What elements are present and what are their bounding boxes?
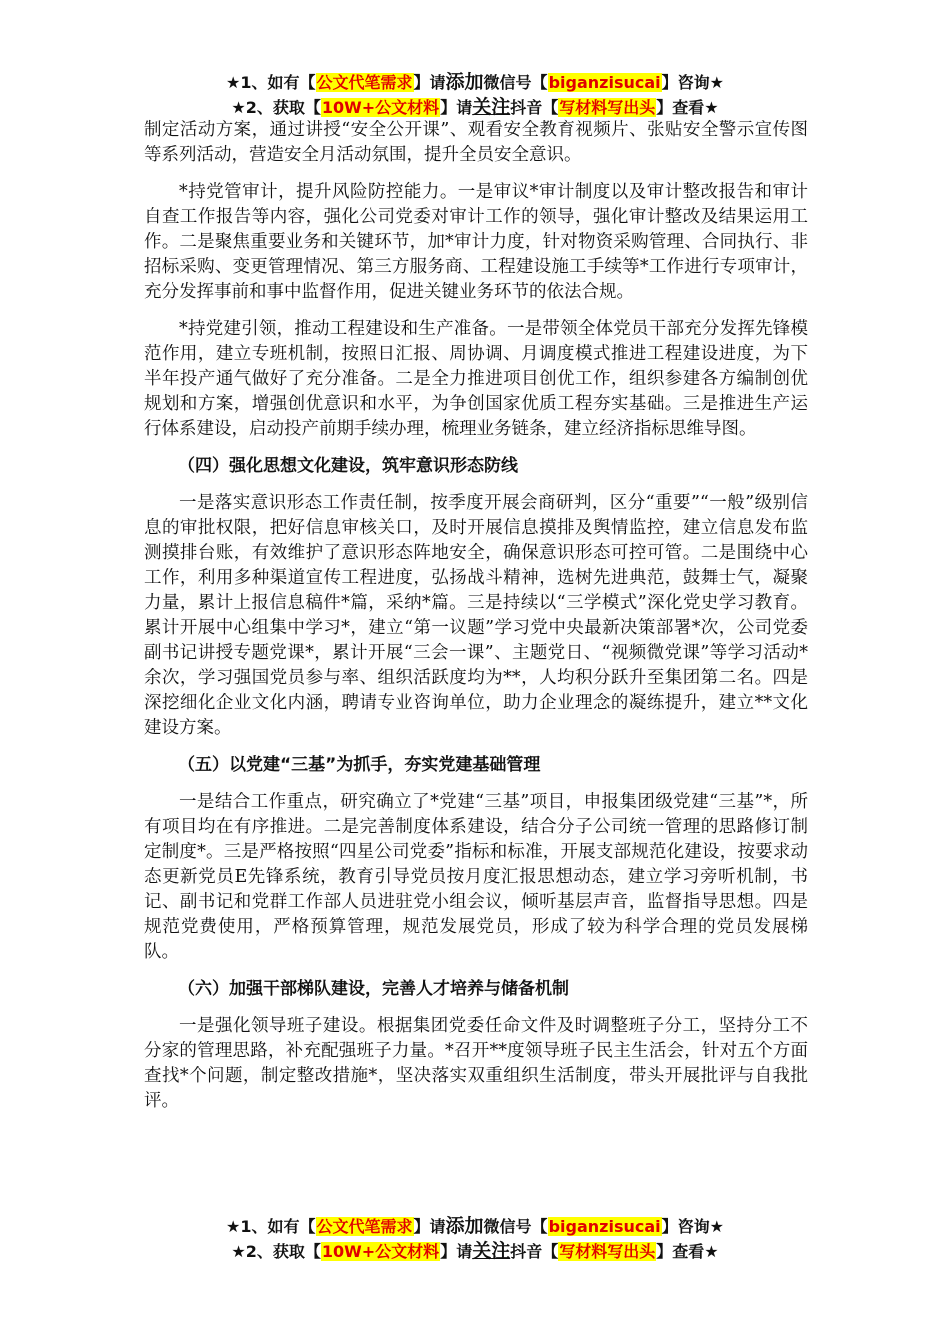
section-heading: （六）加强干部梯队建设，完善人才培养与储备机制 (178, 979, 569, 999)
highlight-wechat-id: biganzisucai (548, 1217, 661, 1236)
highlight-materials: 10W+公文材料 (321, 1242, 440, 1261)
paragraph: *持党建引领，推动工程建设和生产准备。一是带领全体党员干部充分发挥先锋模范作用，建立专班机制，按照日汇报、周协调、月调度模式推进工程建设进度，为下半年投产通气做好了充分准备。二是全力推进项目创优工作，组织参建各方编制创优规划和方案，增强创优意识和水平，为争创国家优质工程夯实基础。三是推进生产运行体系建设，启动投产前期手续办理，梳理业务链条，建立经济指标思维导图。 (144, 319, 808, 439)
highlight-wechat-id: biganzisucai (548, 73, 661, 92)
banner-line-2: ★2、获取【10W+公文材料】请关注抖音【写材料写出头】查看★ (231, 96, 719, 118)
highlight-douyin-id: 写材料写出头 (559, 1242, 656, 1261)
highlight-materials: 10W+公文材料 (321, 98, 440, 117)
banner-line-2: ★2、获取【10W+公文材料】请关注抖音【写材料写出头】查看★ (231, 1240, 719, 1262)
section-heading: （四）强化思想文化建设，筑牢意识形态防线 (178, 456, 518, 476)
banner-line-1: ★1、如有【公文代笔需求】请添加微信号【biganzisucai】咨询★ (226, 1215, 724, 1237)
header-banner (0, 70, 950, 120)
highlight-service: 公文代笔需求 (316, 73, 413, 92)
document-body (144, 118, 808, 1126)
footer-banner (0, 1214, 950, 1264)
paragraph: 一是落实意识形态工作责任制，按季度开展会商研判，区分“重要”“一般”级别信息的审批权限，把好信息审核关口，及时开展信息摸排及舆情监控，建立信息发布监测摸排台账，有效维护了意识形态阵地安全，确保意识形态可控可管。二是围绕中心工作，利用多种渠道宣传工程进度，弘扬战斗精神，选树先进典范，鼓舞士气，凝聚力量，累计上报信息稿件*篇，采纳*篇。三是持续以“三学模式”深化党史学习教育。累计开展中心组集中学习*，建立“第一议题”学习党中央最新决策部署*次，公司党委副书记讲授专题党课*，累计开展“三会一课”、主题党日、“视频微党课”等学习活动*余次，学习强国党员参与率、组织活跃度均为**，人均积分跃升至集团第二名。四是深挖细化企业文化内涵，聘请专业咨询单位，助力企业理念的凝练提升，建立**文化建设方案。 (144, 493, 808, 738)
section-heading: （五）以党建“三基”为抓手，夯实党建基础管理 (178, 755, 541, 775)
paragraph: 制定活动方案，通过讲授“安全公开课”、观看安全教育视频片、张贴安全警示宣传图等系列活动，营造安全月活动氛围，提升全员安全意识。 (144, 120, 808, 165)
paragraph: 一是结合工作重点，研究确立了*党建“三基”项目，申报集团级党建“三基”*，所有项目均在有序推进。二是完善制度体系建设，结合分子公司统一管理的思路修订制定制度*。三是严格按照“四星公司党委”指标和标准，开展支部规范化建设，按要求动态更新党员E先锋系统，教育引导党员按月度汇报思想动态，建立学习旁听机制，书记、副书记和党群工作部人员进驻党小组会议，倾听基层声音，监督指导思想。四是规范党费使用，严格预算管理，规范发展党员，形成了较为科学合理的党员发展梯队。 (144, 792, 808, 962)
paragraph: *持党管审计，提升风险防控能力。一是审议*审计制度以及审计整改报告和审计自查工作报告等内容，强化公司党委对审计工作的领导，强化审计整改及结果运用工作。二是聚焦重要业务和关键环节，加*审计力度，针对物资采购管理、合同执行、非招标采购、变更管理情况、第三方服务商、工程建设施工手续等*工作进行专项审计，充分发挥事前和事中监督作用，促进关键业务环节的依法合规。 (144, 182, 808, 302)
highlight-douyin-id: 写材料写出头 (559, 98, 656, 117)
highlight-service: 公文代笔需求 (316, 1217, 413, 1236)
paragraph: 一是强化领导班子建设。根据集团党委任命文件及时调整班子分工，坚持分工不分家的管理思路，补充配强班子力量。*召开**度领导班子民主生活会，针对五个方面查找*个问题，制定整改措施*，坚决落实双重组织生活制度，带头开展批评与自我批评。 (144, 1016, 808, 1111)
banner-line-1: ★1、如有【公文代笔需求】请添加微信号【biganzisucai】咨询★ (226, 71, 724, 93)
